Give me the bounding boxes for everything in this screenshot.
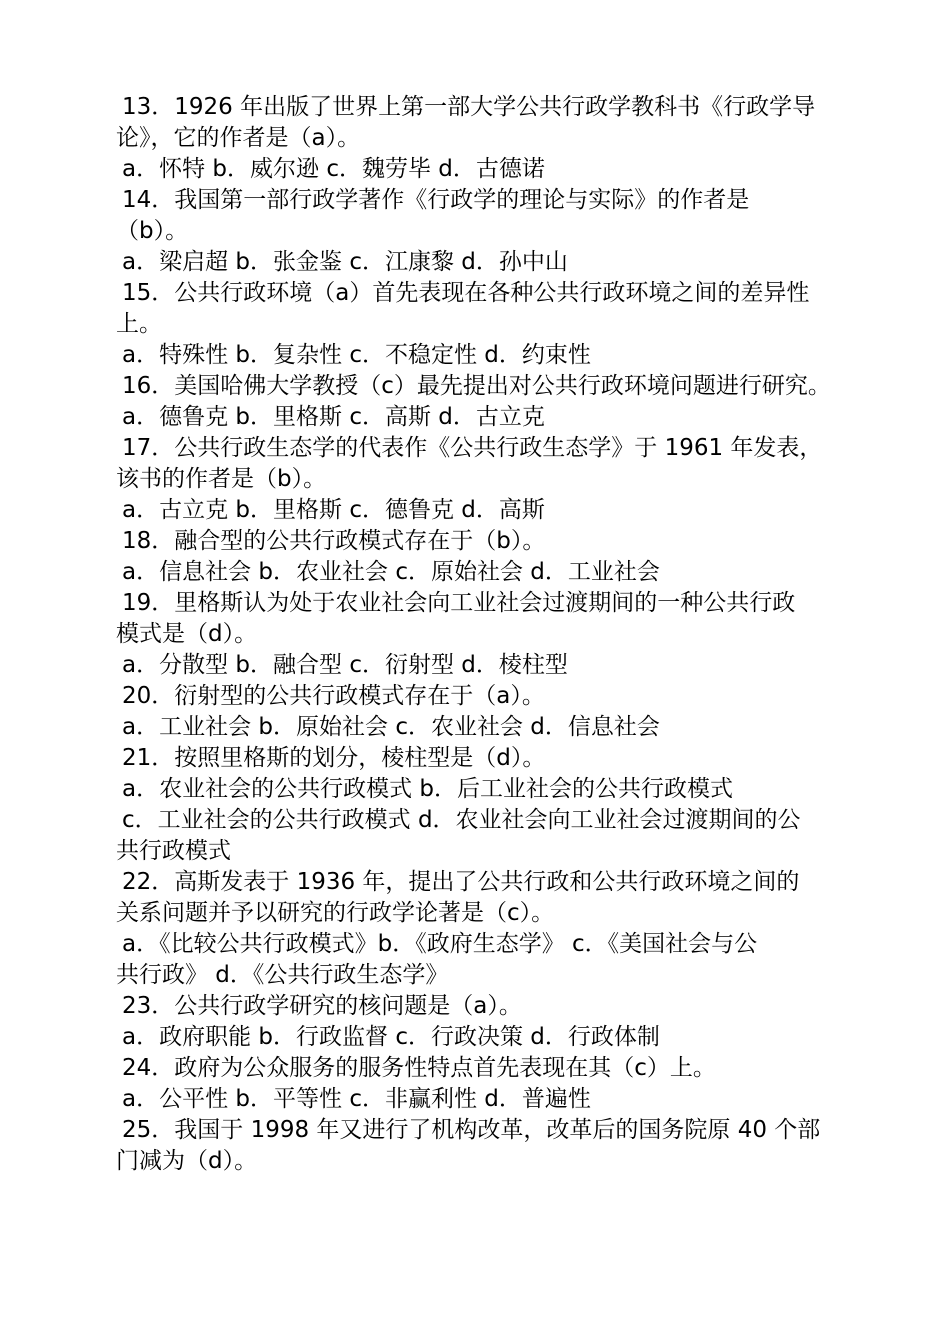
question-18-line-1: 18．融合型的公共行政模式存在于（b）。	[122, 528, 546, 554]
question-list	[116, 92, 856, 1177]
question-21-line-1: 21．按照里格斯的划分，棱柱型是（d）。	[122, 745, 546, 771]
question-21-options-1: a．农业社会的公共行政模式 b．后工业社会的公共行政模式	[122, 776, 734, 802]
question-20-options: a．工业社会 b．原始社会 c．农业社会 d．信息社会	[122, 714, 660, 740]
question-17-line-1: 17．公共行政生态学的代表作《公共行政生态学》于 1961 年发表，	[122, 435, 823, 461]
question-18-options: a．信息社会 b．农业社会 c．原始社会 d．工业社会	[122, 559, 660, 585]
question-24-options: a．公平性 b．平等性 c．非赢利性 d．普遍性	[122, 1086, 591, 1112]
question-22-options-2: 共行政》 d．《公共行政生态学》	[116, 962, 449, 988]
question-13-line-1: 13．1926 年出版了世界上第一部大学公共行政学教科书《行政学导	[122, 94, 816, 120]
question-21-options-2: c．工业社会的公共行政模式 d．农业社会向工业社会过渡期间的公	[122, 807, 801, 833]
question-14-line-2: （b）。	[116, 218, 189, 244]
question-15-line-2: 上。	[116, 311, 162, 337]
question-23-options: a．政府职能 b．行政监督 c．行政决策 d．行政体制	[122, 1024, 660, 1050]
question-13-line-2: 论》，它的作者是（a）。	[116, 125, 361, 151]
question-17-line-2: 该书的作者是（b）。	[116, 466, 327, 492]
question-14-options: a．梁启超 b．张金鉴 c．江康黎 d．孙中山	[122, 249, 568, 275]
question-17-options: a．古立克 b．里格斯 c．德鲁克 d．高斯	[122, 497, 545, 523]
question-19-line-2: 模式是（d）。	[116, 621, 258, 647]
question-16-line-1: 16．美国哈佛大学教授（c）最先提出对公共行政环境问题进行研究。	[122, 373, 831, 399]
question-22-options-1: a．《比较公共行政模式》b．《政府生态学》 c．《美国社会与公	[122, 931, 758, 957]
question-22-line-2: 关系问题并予以研究的行政学论著是（c）。	[116, 900, 555, 926]
question-14-line-1: 14．我国第一部行政学著作《行政学的理论与实际》的作者是	[122, 187, 750, 213]
question-13-options: a．怀特 b．威尔逊 c．魏劳毕 d．古德诺	[122, 156, 545, 182]
question-24-line-1: 24．政府为公众服务的服务性特点首先表现在其（c）上。	[122, 1055, 716, 1081]
question-19-options: a．分散型 b．融合型 c．衍射型 d．棱柱型	[122, 652, 568, 678]
question-20-line-1: 20．衍射型的公共行政模式存在于（a）。	[122, 683, 545, 709]
question-21-options-3: 共行政模式	[116, 838, 231, 864]
question-16-options: a．德鲁克 b．里格斯 c．高斯 d．古立克	[122, 404, 545, 430]
question-25-line-2: 门减为（d）。	[116, 1148, 258, 1174]
question-22-line-1: 22．高斯发表于 1936 年，提出了公共行政和公共行政环境之间的	[122, 869, 800, 895]
question-23-line-1: 23．公共行政学研究的核问题是（a）。	[122, 993, 522, 1019]
question-25-line-1: 25．我国于 1998 年又进行了机构改革，改革后的国务院原 40 个部	[122, 1117, 821, 1143]
question-19-line-1: 19．里格斯认为处于农业社会向工业社会过渡期间的一种公共行政	[122, 590, 796, 616]
question-15-line-1: 15．公共行政环境（a）首先表现在各种公共行政环境之间的差异性	[122, 280, 810, 306]
question-15-options: a．特殊性 b．复杂性 c．不稳定性 d．约束性	[122, 342, 591, 368]
